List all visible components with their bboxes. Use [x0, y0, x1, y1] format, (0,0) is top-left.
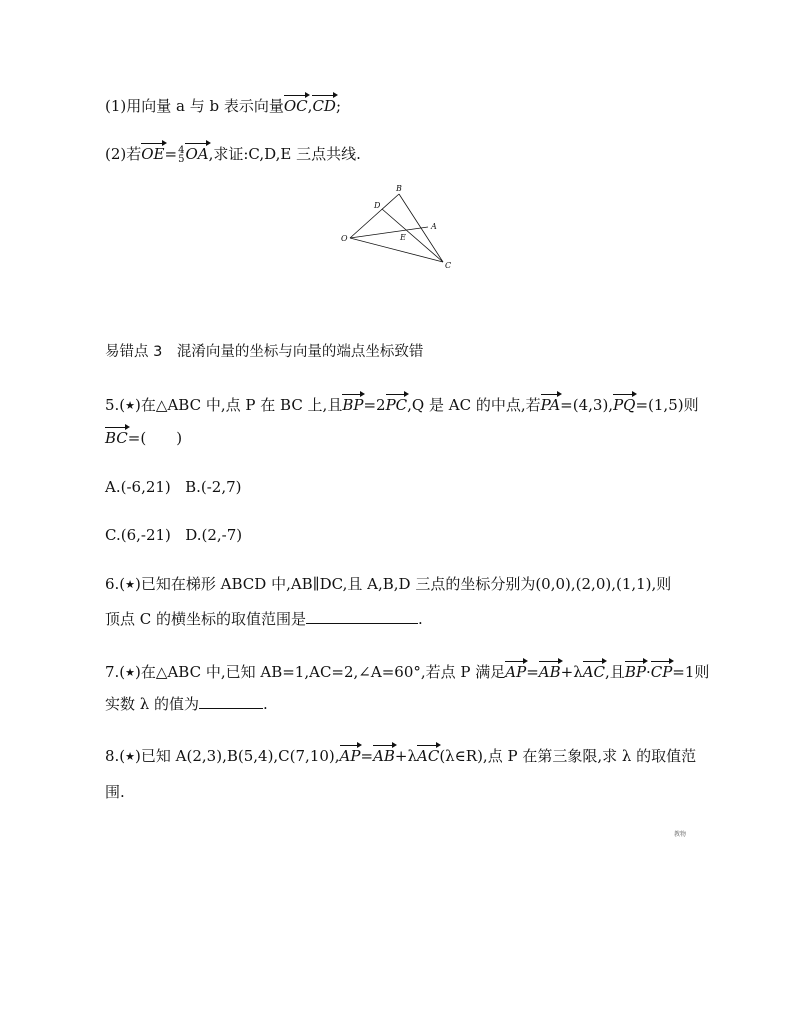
vector-bc: BC — [105, 426, 128, 448]
difficulty-star-icon: ★ — [125, 399, 136, 412]
label-a: A — [431, 222, 437, 231]
q4-part1: (1)用向量 a 与 b 表示向量OC,CD; — [105, 94, 341, 116]
answer-blank[interactable] — [199, 694, 263, 709]
vector-ap: AP — [505, 660, 526, 682]
label-e: E — [400, 233, 406, 242]
footer-mark: 教物 — [674, 831, 687, 838]
vector-bp: BP — [342, 393, 363, 415]
vector-cp: CP — [651, 660, 673, 682]
q6-line1: 6.(★)已知在梯形 ABCD 中,AB∥DC,且 A,B,D 三点的坐标分别为(0,0),(2,0),(1,1),则 — [105, 575, 672, 593]
vector-ab: AB — [373, 744, 395, 766]
q6-line2: 顶点 C 的横坐标的取值范围是 . — [105, 610, 423, 628]
q4-part2: (2)若OE= 4 5 OA,求证:C,D,E 三点共线. — [105, 142, 361, 164]
triangle-icon: △ — [155, 663, 168, 681]
vector-oa: OA — [185, 142, 208, 164]
label-o: O — [341, 234, 348, 243]
option-b[interactable]: B.(-2,7) — [185, 478, 242, 496]
vector-ab: AB — [539, 660, 561, 682]
triangle-icon: △ — [155, 396, 168, 414]
difficulty-star-icon: ★ — [125, 750, 136, 763]
answer-blank[interactable] — [306, 609, 418, 624]
q7-line2: 实数 λ 的值为 . — [105, 695, 268, 713]
vector-oc: OC — [284, 94, 308, 116]
vector-oe: OE — [141, 142, 164, 164]
vector-ac: AC — [417, 744, 439, 766]
q5-line2: BC=( ) — [105, 426, 182, 448]
label-c: C — [445, 261, 452, 270]
option-c[interactable]: C.(6,-21) — [105, 526, 171, 544]
option-a[interactable]: A.(-6,21) — [105, 478, 171, 496]
triangle-diagram — [336, 182, 460, 274]
option-d[interactable]: D.(2,-7) — [185, 526, 243, 544]
section-title: 易错点 3 混淆向量的坐标与向量的端点坐标致错 — [105, 344, 424, 360]
vector-pc: PC — [386, 393, 408, 415]
vector-cd: CD — [312, 94, 336, 116]
vector-pa: PA — [541, 393, 561, 415]
label-b: B — [396, 184, 402, 193]
q7-line1: 7.(★)在△ABC 中,已知 AB=1,AC=2,∠A=60°,若点 P 满足AP=AB+λAC,且BP·CP=1则 — [105, 660, 709, 683]
vector-pq: PQ — [613, 393, 635, 415]
segment-oa — [350, 227, 428, 238]
q8-line2: 围. — [105, 783, 125, 801]
q5-line1: 5.(★)在△ABC 中,点 P 在 BC 上,且BP=2PC,Q 是 AC 的中点,若PA=(4,3),PQ=(1,5)则 — [105, 393, 699, 416]
vector-ap: AP — [340, 744, 361, 766]
q5-options-row1 — [105, 477, 242, 497]
difficulty-star-icon: ★ — [125, 578, 136, 591]
vector-bp: BP — [625, 660, 646, 682]
q8-line1: 8.(★)已知 A(2,3),B(5,4),C(7,10),AP=AB+λAC(λ∈R),点 P 在第三象限,求 λ 的取值范 — [105, 744, 696, 767]
vector-ac: AC — [583, 660, 605, 682]
q5-options-row2 — [105, 525, 242, 545]
fraction-4-5: 4 5 — [178, 145, 185, 165]
label-d: D — [374, 201, 381, 210]
difficulty-star-icon: ★ — [125, 666, 136, 679]
